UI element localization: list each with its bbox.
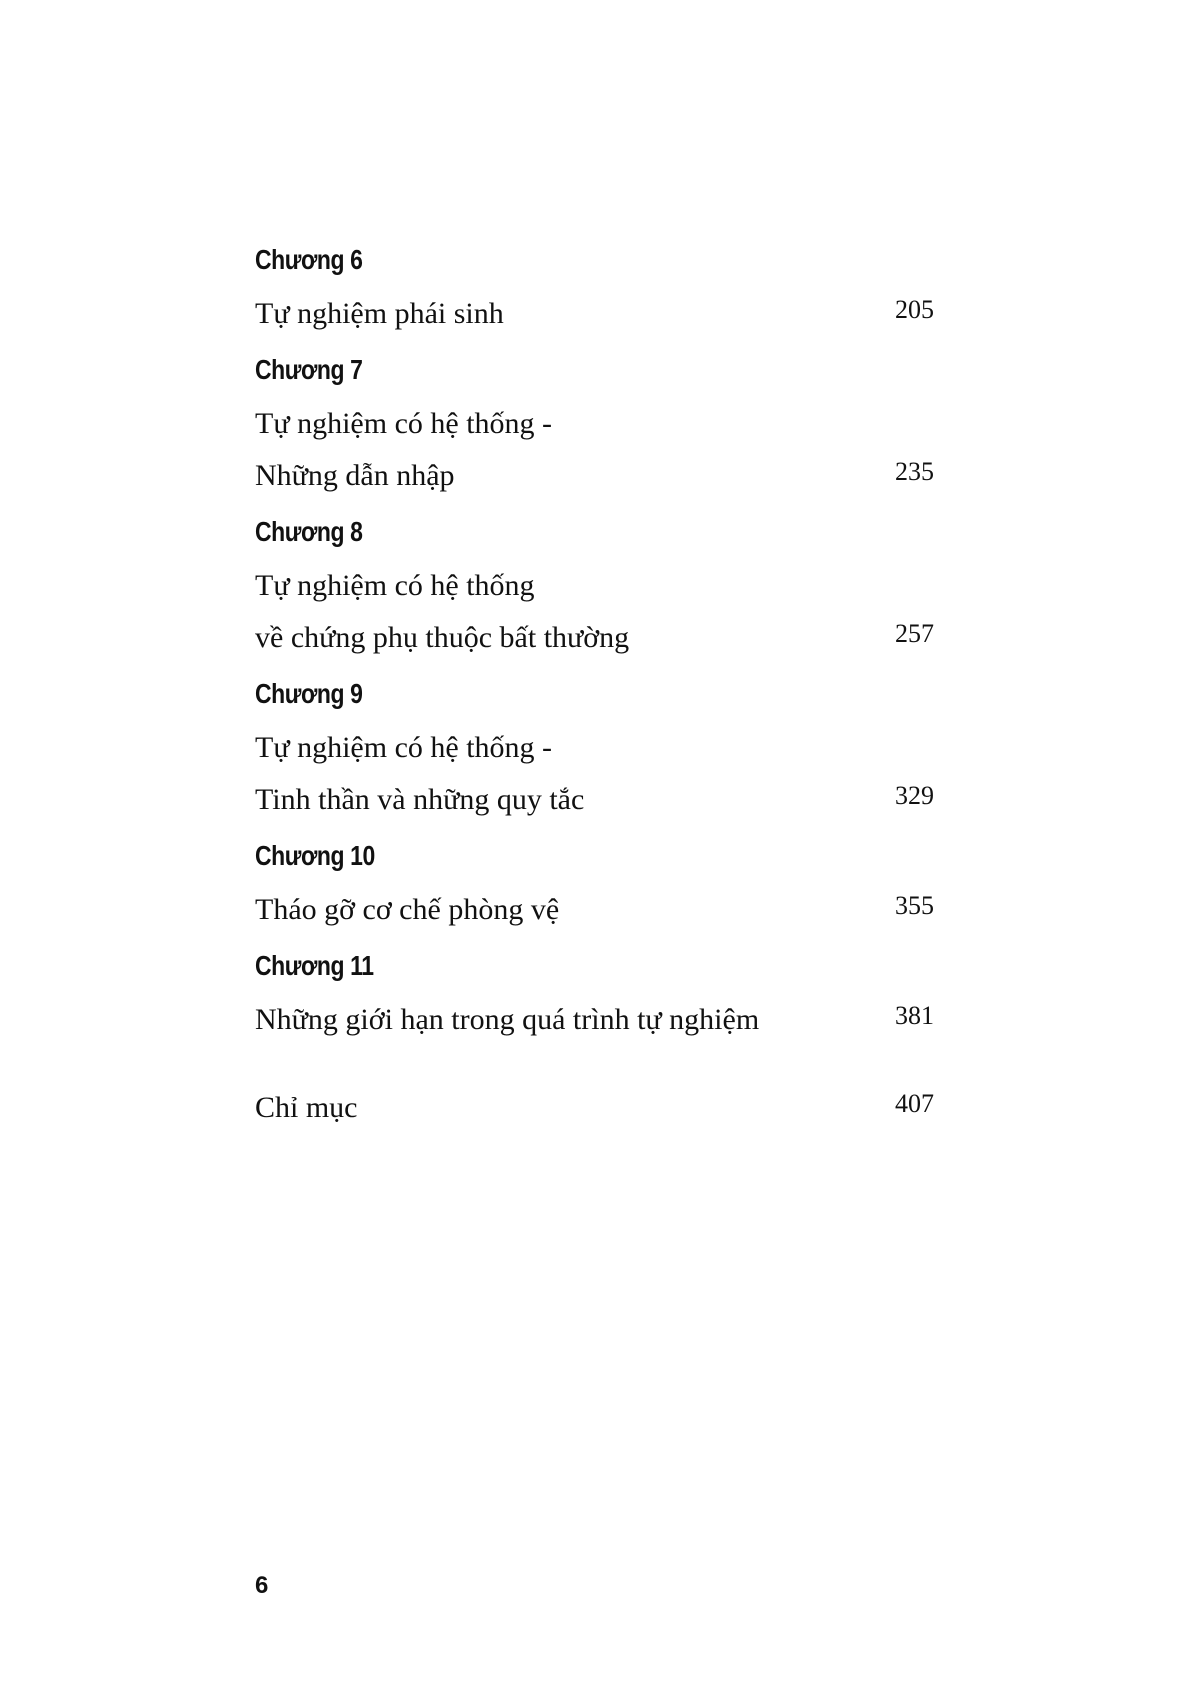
- entry-title-line: [255, 292, 975, 344]
- page-number: 329: [895, 781, 934, 810]
- chapter-heading: Chương 9: [255, 678, 363, 709]
- toc-entry-chapter-10: [255, 836, 975, 940]
- toc-entry-chapter-8: [255, 512, 975, 668]
- toc-entry-chapter-11: [255, 946, 975, 1050]
- entry-title-text: Những giới hạn trong quá trình tự nghiệm: [255, 1003, 760, 1036]
- footer-page-number: 6: [255, 1572, 269, 1599]
- entry-title-line: [255, 1086, 975, 1138]
- page-number: 381: [895, 1001, 934, 1030]
- entry-title-text: về chứng phụ thuộc bất thường: [255, 621, 630, 654]
- entry-title-line: [255, 402, 975, 454]
- entry-title-line: [255, 998, 975, 1050]
- table-of-contents: [255, 240, 975, 1144]
- entry-title-line: [255, 726, 975, 778]
- entry-title-text: Chỉ mục: [255, 1091, 358, 1124]
- entry-title-text: Tự nghiệm phái sinh: [255, 297, 504, 330]
- page-number: 235: [895, 457, 934, 486]
- toc-entry-index: [255, 1086, 975, 1138]
- entry-title-line: [255, 564, 975, 616]
- chapter-heading: Chương 11: [255, 950, 374, 981]
- chapter-heading: Chương 7: [255, 354, 363, 385]
- chapter-heading: Chương 6: [255, 244, 363, 275]
- chapter-heading: Chương 10: [255, 840, 375, 871]
- page-number: 205: [895, 295, 934, 324]
- entry-title-line: [255, 778, 975, 830]
- entry-title-line: [255, 888, 975, 940]
- entry-title-text: Tự nghiệm có hệ thống -: [255, 731, 553, 764]
- page-number: 407: [895, 1089, 934, 1118]
- entry-title-text: Tự nghiệm có hệ thống -: [255, 407, 553, 440]
- page-number: 257: [895, 619, 934, 648]
- entry-title-text: Tự nghiệm có hệ thống: [255, 569, 535, 602]
- toc-entry-chapter-7: [255, 350, 975, 506]
- entry-title-line: [255, 616, 975, 668]
- entry-title-text: Tinh thần và những quy tắc: [255, 783, 585, 816]
- entry-title-text: Tháo gỡ cơ chế phòng vệ: [255, 893, 560, 926]
- page-number: 355: [895, 891, 934, 920]
- toc-entry-chapter-9: [255, 674, 975, 830]
- toc-entry-chapter-6: [255, 240, 975, 344]
- spacer: [255, 1056, 975, 1086]
- chapter-heading: Chương 8: [255, 516, 363, 547]
- entry-title-line: [255, 454, 975, 506]
- entry-title-text: Những dẫn nhập: [255, 459, 455, 492]
